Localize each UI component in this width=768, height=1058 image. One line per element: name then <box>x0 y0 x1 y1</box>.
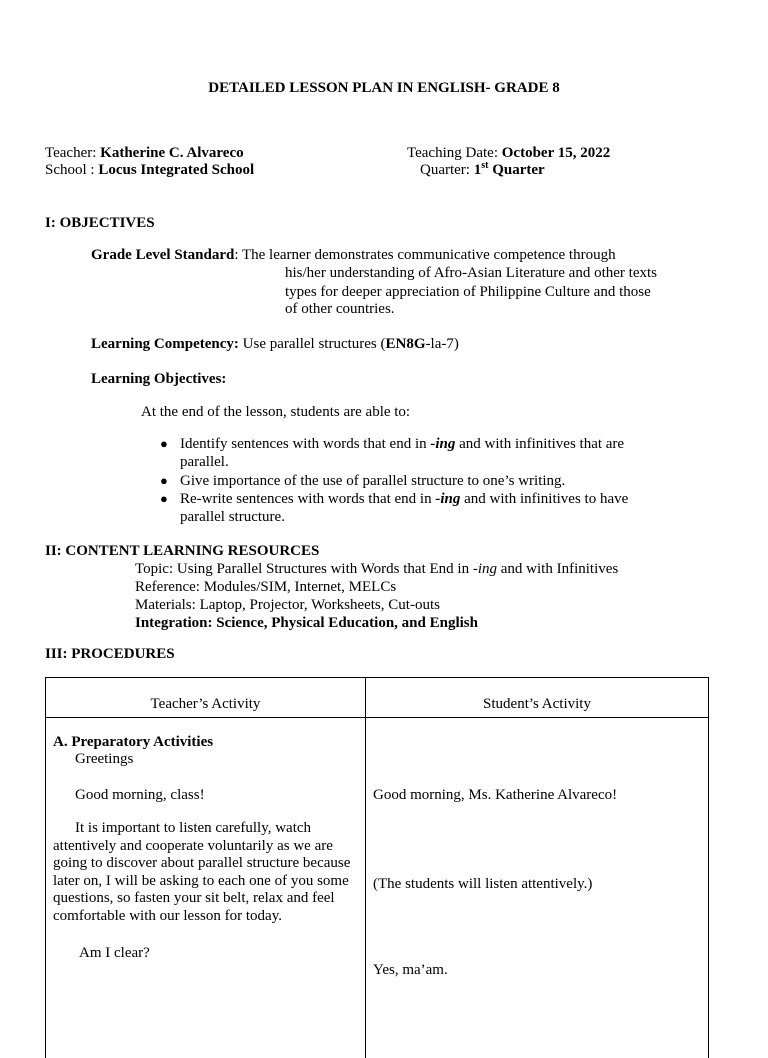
greetings-label: Greetings <box>75 751 134 767</box>
learning-competency <box>91 335 459 353</box>
gls-label: Grade Level Standard <box>91 247 235 263</box>
date-label: Teaching Date: <box>407 145 502 161</box>
column-divider <box>365 678 366 1058</box>
quarter-word: Quarter <box>488 162 545 178</box>
bullet-icon: ● <box>160 473 168 488</box>
gls-text-1: : The learner demonstrates communicative competence through <box>234 247 616 263</box>
bullet-3-text: Re-write sentences with words that end in <box>180 491 436 507</box>
student-yes: Yes, ma’am. <box>373 962 448 978</box>
bullet-3-post: and with infinitives to have <box>460 491 629 507</box>
lc-code-rest: -la-7) <box>425 336 459 352</box>
bullet-3-line2: parallel structure. <box>180 509 285 525</box>
lc-text: Use parallel structures ( <box>238 336 386 352</box>
objective-bullet-1 <box>160 435 625 453</box>
student-good-morning: Good morning, Ms. Katherine Alvareco! <box>373 787 618 803</box>
lo-label: Learning Objectives: <box>91 371 227 387</box>
content-integration: Integration: Science, Physical Education, and English <box>135 615 478 631</box>
teacher-good-morning: Good morning, class! <box>75 787 205 803</box>
content-heading: II: CONTENT LEARNING RESOURCES <box>45 543 320 559</box>
lc-code: EN8G <box>385 336 426 352</box>
teacher-label: Teacher: <box>45 145 101 161</box>
bullet-2-text: Give importance of the use of parallel structure to one’s writing. <box>180 473 566 489</box>
section-a-heading: A. Preparatory Activities <box>53 734 214 750</box>
objectives-heading: I: OBJECTIVES <box>45 215 155 231</box>
quarter-label: Quarter: <box>420 162 474 178</box>
content-topic <box>135 560 618 578</box>
lc-label: Learning Competency: <box>91 336 239 352</box>
content-materials: Materials: Laptop, Projector, Worksheets, Cut-outs <box>135 597 440 613</box>
student-listen: (The students will listen attentively.) <box>373 876 593 892</box>
gls-text-4: of other countries. <box>285 301 395 317</box>
quarter-line <box>420 161 545 179</box>
teacher-activity-header: Teacher’s Activity <box>150 696 261 712</box>
date-line <box>407 144 610 162</box>
teacher-am-i-clear: Am I clear? <box>79 945 150 961</box>
procedures-table <box>45 677 709 1058</box>
bullet-icon: ● <box>160 491 168 506</box>
bullet-1-post: and with infinitives that are <box>455 436 625 452</box>
gls-text-2: his/her understanding of Afro-Asian Literature and other texts <box>285 265 657 281</box>
date-value: October 15, 2022 <box>501 145 611 161</box>
header-divider <box>46 717 708 718</box>
objective-bullet-3 <box>160 490 629 508</box>
school-line <box>45 161 254 179</box>
bullet-1-text: Identify sentences with words that end in <box>180 436 431 452</box>
school-label: School : <box>45 162 99 178</box>
topic-post: and with Infinitives <box>497 561 619 577</box>
teacher-name: Katherine C. Alvareco <box>100 145 244 161</box>
objective-bullet-2 <box>160 472 566 490</box>
topic-ing: -ing <box>472 561 498 577</box>
gls-text-3: types for deeper appreciation of Philippine Culture and those <box>285 284 651 300</box>
quarter-suffix: st <box>481 160 489 171</box>
topic-text: Topic: Using Parallel Structures with Words that End in <box>135 561 473 577</box>
gls-line-1 <box>91 246 616 264</box>
bullet-3-ing: -ing <box>435 491 461 507</box>
student-activity-header: Student’s Activity <box>483 696 591 712</box>
bullet-1-line2: parallel. <box>180 454 229 470</box>
teacher-line <box>45 144 244 162</box>
document-title: DETAILED LESSON PLAN IN ENGLISH- GRADE 8 <box>208 80 560 96</box>
lo-intro: At the end of the lesson, students are able to: <box>141 404 411 420</box>
teacher-instruction-paragraph: It is important to listen carefully, watch attentively and cooperate voluntarily as we are going to discover about parallel structure because later on, I will be asking to each one of you some questions, so fasten your sit belt, relax and feel comfortable with our lesson for today. <box>53 820 351 924</box>
school-name: Locus Integrated School <box>98 162 255 178</box>
bullet-icon: ● <box>160 436 168 451</box>
quarter-number: 1 <box>473 162 482 178</box>
bullet-1-ing: -ing <box>430 436 456 452</box>
content-reference: Reference: Modules/SIM, Internet, MELCs <box>135 579 397 595</box>
procedures-heading: III: PROCEDURES <box>45 646 175 662</box>
